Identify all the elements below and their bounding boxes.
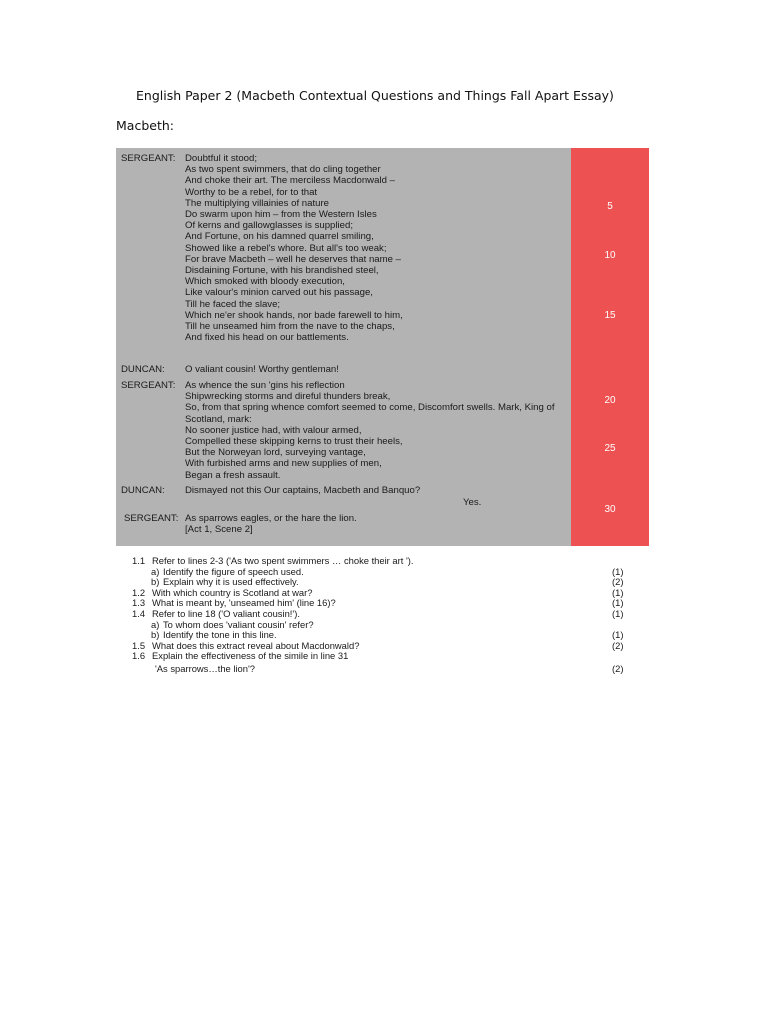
verse-line: Doubtful it stood; — [185, 153, 257, 164]
question-number: a) — [151, 565, 160, 577]
question-text: Refer to lines 2-3 ('As two spent swimmers … choke their art '). — [152, 555, 414, 566]
question-number: 1.6 — [132, 650, 146, 662]
verse-line: Worthy to be a rebel, for to that — [185, 186, 318, 198]
reply-yes: Yes. — [463, 497, 482, 508]
question-number: a) — [151, 618, 160, 630]
verse-line: The multiplying villainies of nature — [185, 197, 329, 209]
question-text: Explain why it is used effectively. — [163, 576, 299, 588]
question-text: Explain the effectiveness of the simile in line 31 — [152, 650, 349, 662]
verse-line: Dismayed not this Our captains, Macbeth and Banquo? — [185, 485, 421, 496]
question-item — [132, 664, 632, 675]
speech-lines — [185, 513, 357, 535]
speaker-label: SERGEANT: — [124, 513, 179, 524]
line-number: 25 — [604, 443, 616, 454]
question-text: Identify the tone in this line. — [163, 629, 277, 641]
line-number: 30 — [604, 504, 616, 515]
verse-line: As whence the sun 'gins his reflection — [185, 380, 345, 391]
question-marks: (1) — [612, 565, 624, 577]
verse-line: And choke their art. The merciless Macdonwald – — [185, 175, 395, 187]
line-number: 20 — [604, 395, 616, 406]
question-text: To whom does 'valiant cousin' refer? — [163, 618, 314, 630]
verse-line: Of kerns and gallowglasses is supplied; — [185, 220, 353, 232]
speaker-label: DUNCAN: — [121, 364, 165, 375]
section-heading: Macbeth: — [116, 118, 174, 133]
question-text: What does this extract reveal about Macdonwald? — [152, 639, 360, 651]
question-number: b) — [151, 576, 160, 588]
speech-lines — [185, 380, 575, 481]
document-title: English Paper 2 (Macbeth Contextual Questions and Things Fall Apart Essay) — [136, 88, 614, 103]
play-extract-panel — [116, 148, 649, 546]
speech-lines — [185, 364, 339, 375]
question-marks: (1) — [612, 586, 624, 598]
speaker-label: SERGEANT: — [121, 153, 176, 164]
question-text: 'As sparrows…the lion'? — [155, 662, 255, 674]
verse-line: And fixed his head on our battlements. — [185, 332, 349, 344]
verse-line: And Fortune, on his damned quarrel smiling, — [185, 231, 374, 243]
line-number-margin — [571, 148, 649, 546]
question-marks: (2) — [612, 576, 624, 588]
question-marks: (2) — [612, 639, 624, 651]
speech-lines — [185, 485, 420, 496]
question-item — [132, 651, 632, 662]
question-text: Identify the figure of speech used. — [163, 565, 304, 577]
question-text: What is meant by, 'unseamed him' (line 16)? — [152, 597, 336, 609]
verse-line: Began a fresh assault. — [185, 469, 281, 481]
question-text: With which country is Scotland at war? — [152, 586, 313, 598]
question-number: 1.3 — [132, 597, 146, 609]
speech-lines — [185, 153, 403, 343]
verse-line: Compelled these skipping kerns to trust their heels, — [185, 436, 403, 448]
verse-line: With furbished arms and new supplies of men, — [185, 458, 382, 470]
line-number: 10 — [604, 250, 616, 261]
question-marks: (1) — [612, 597, 624, 609]
question-marks: (1) — [612, 629, 624, 641]
verse-line: Like valour's minion carved out his passage, — [185, 287, 373, 299]
line-number: 5 — [607, 201, 613, 212]
question-number: 1.4 — [132, 607, 146, 619]
verse-line: As two spent swimmers, that do cling together — [185, 164, 381, 176]
verse-line: For brave Macbeth – well he deserves that name – — [185, 253, 401, 265]
question-number: 1.5 — [132, 639, 146, 651]
question-number: 1.2 — [132, 586, 146, 598]
verse-line: As sparrows eagles, or the hare the lion. — [185, 513, 357, 524]
question-item — [132, 556, 632, 567]
verse-line: Which smoked with bloody execution, — [185, 276, 345, 288]
verse-line: Shipwrecking storms and direful thunders break, — [185, 391, 391, 403]
question-text: Refer to line 18 ('O valiant cousin!'). — [152, 607, 300, 619]
verse-line: No sooner justice had, with valour armed, — [185, 424, 362, 436]
question-number: 1.1 — [132, 555, 146, 566]
verse-line: Disdaining Fortune, with his brandished steel, — [185, 265, 379, 277]
question-list — [132, 556, 632, 675]
speaker-label: DUNCAN: — [121, 485, 165, 496]
verse-line: Till he faced the slave; — [185, 298, 281, 310]
verse-line: O valiant cousin! Worthy gentleman! — [185, 364, 339, 375]
question-item — [132, 609, 632, 620]
question-marks: (2) — [612, 662, 624, 674]
verse-line: Do swarm upon him – from the Western Isles — [185, 209, 377, 221]
question-number: b) — [151, 629, 160, 641]
line-number: 15 — [604, 310, 616, 321]
verse-line: Till he unseamed him from the nave to the chaps, — [185, 321, 395, 333]
speaker-label: SERGEANT: — [121, 380, 176, 391]
stage-reference: [Act 1, Scene 2] — [185, 524, 253, 536]
verse-line: Showed like a rebel's whore. But all's too weak; — [185, 242, 387, 254]
verse-line: But the Norweyan lord, surveying vantage, — [185, 447, 366, 459]
verse-line: Which ne'er shook hands, nor bade farewell to him, — [185, 309, 403, 321]
question-marks: (1) — [612, 607, 624, 619]
verse-line: So, from that spring whence comfort seemed to come, Discomfort swells. Mark, King of Scotland, mark: — [185, 402, 555, 425]
